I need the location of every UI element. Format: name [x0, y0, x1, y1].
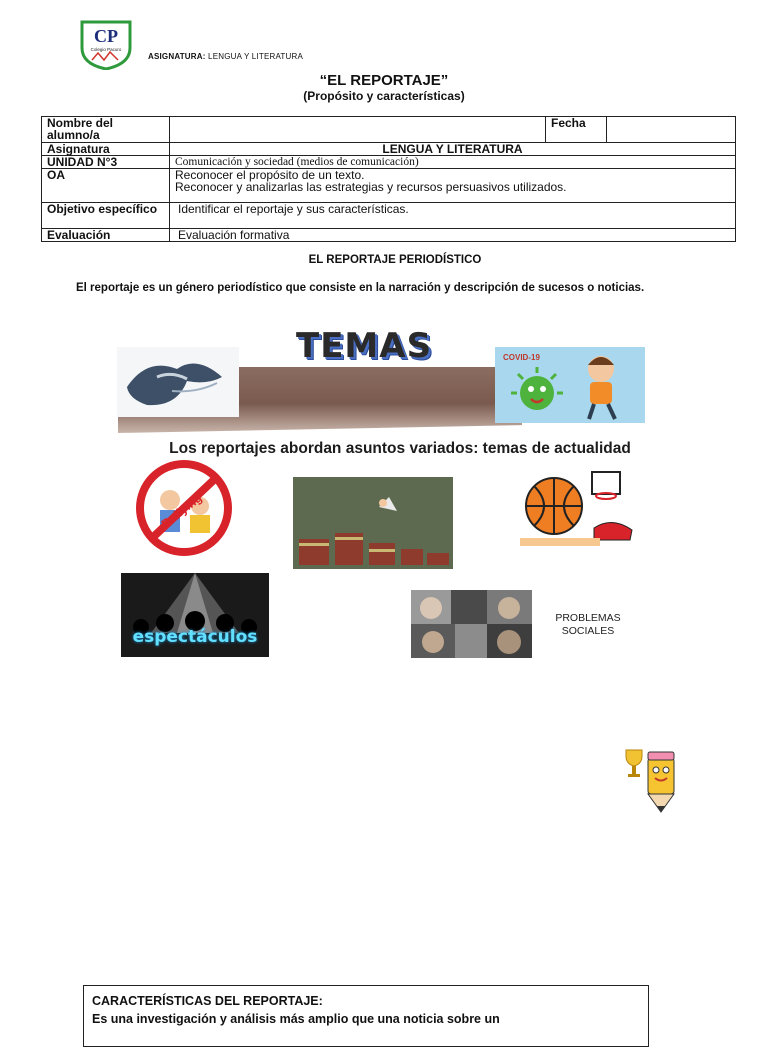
subject-line	[148, 52, 303, 61]
date-field[interactable]	[607, 117, 736, 143]
date-label: Fecha	[546, 117, 607, 143]
infographic-caption: Los reportajes abordan asuntos variados: temas de actualidad	[169, 440, 631, 457]
covid-label: COVID-19	[503, 353, 540, 362]
school-logo	[78, 20, 134, 70]
document-subtitle: (Propósito y características)	[303, 89, 465, 103]
evaluation-label: Evaluación	[42, 229, 170, 242]
objective-label: Objetivo específico	[42, 203, 170, 229]
subject-value: LENGUA Y LITERATURA	[170, 143, 736, 156]
oa-value	[170, 169, 736, 203]
covid-illustration	[495, 347, 645, 423]
oa-line-1: Reconocer el propósito de un texto.	[175, 168, 365, 182]
faces-collage	[411, 590, 532, 658]
characteristics-title: CARACTERÍSTICAS DEL REPORTAJE:	[92, 994, 323, 1008]
basketball-icon	[512, 468, 646, 552]
infographic-title: TEMAS	[296, 326, 433, 366]
subject-label: Asignatura	[42, 143, 170, 156]
intro-paragraph: El reportaje es un género periodístico que consiste en la narración y descripción de sucesos o noticias.	[76, 282, 645, 294]
hands-icon	[117, 347, 239, 417]
objective-value: Identificar el reportaje y sus características.	[170, 203, 736, 229]
svg-text:Colegio Pacuro: Colegio Pacuro	[90, 47, 122, 52]
document-title: “EL REPORTAJE”	[319, 72, 449, 89]
unit-value: Comunicación y sociedad (medios de comunicación)	[170, 156, 736, 169]
concert-photo	[121, 573, 269, 657]
section-heading: EL REPORTAJE PERIODÍSTICO	[308, 254, 482, 266]
social-problems-label: PROBLEMAS SOCIALES	[555, 612, 621, 637]
books-climb-illustration	[293, 477, 453, 569]
unit-label: UNIDAD N°3	[42, 156, 170, 169]
name-label: Nombre del alumno/a	[42, 117, 170, 143]
svg-text:CP: CP	[94, 26, 118, 46]
characteristics-text: Es una investigación y análisis más amplio que una noticia sobre un	[92, 1012, 500, 1026]
subject-line-value: LENGUA Y LITERATURA	[208, 52, 303, 61]
pencil-trophy-icon	[622, 746, 688, 816]
spectacles-label: espectáculos	[132, 627, 258, 647]
subject-line-label: ASIGNATURA:	[148, 52, 206, 61]
evaluation-value: Evaluación formativa	[170, 229, 736, 242]
no-bullying-icon	[120, 460, 248, 556]
oa-line-2: Reconocer y analizarlas las estrategias y recursos persuasivos utilizados.	[175, 180, 567, 194]
characteristics-box	[83, 985, 649, 1047]
student-info-table	[41, 116, 736, 242]
oa-label: OA	[42, 169, 170, 203]
name-field[interactable]	[170, 117, 546, 143]
